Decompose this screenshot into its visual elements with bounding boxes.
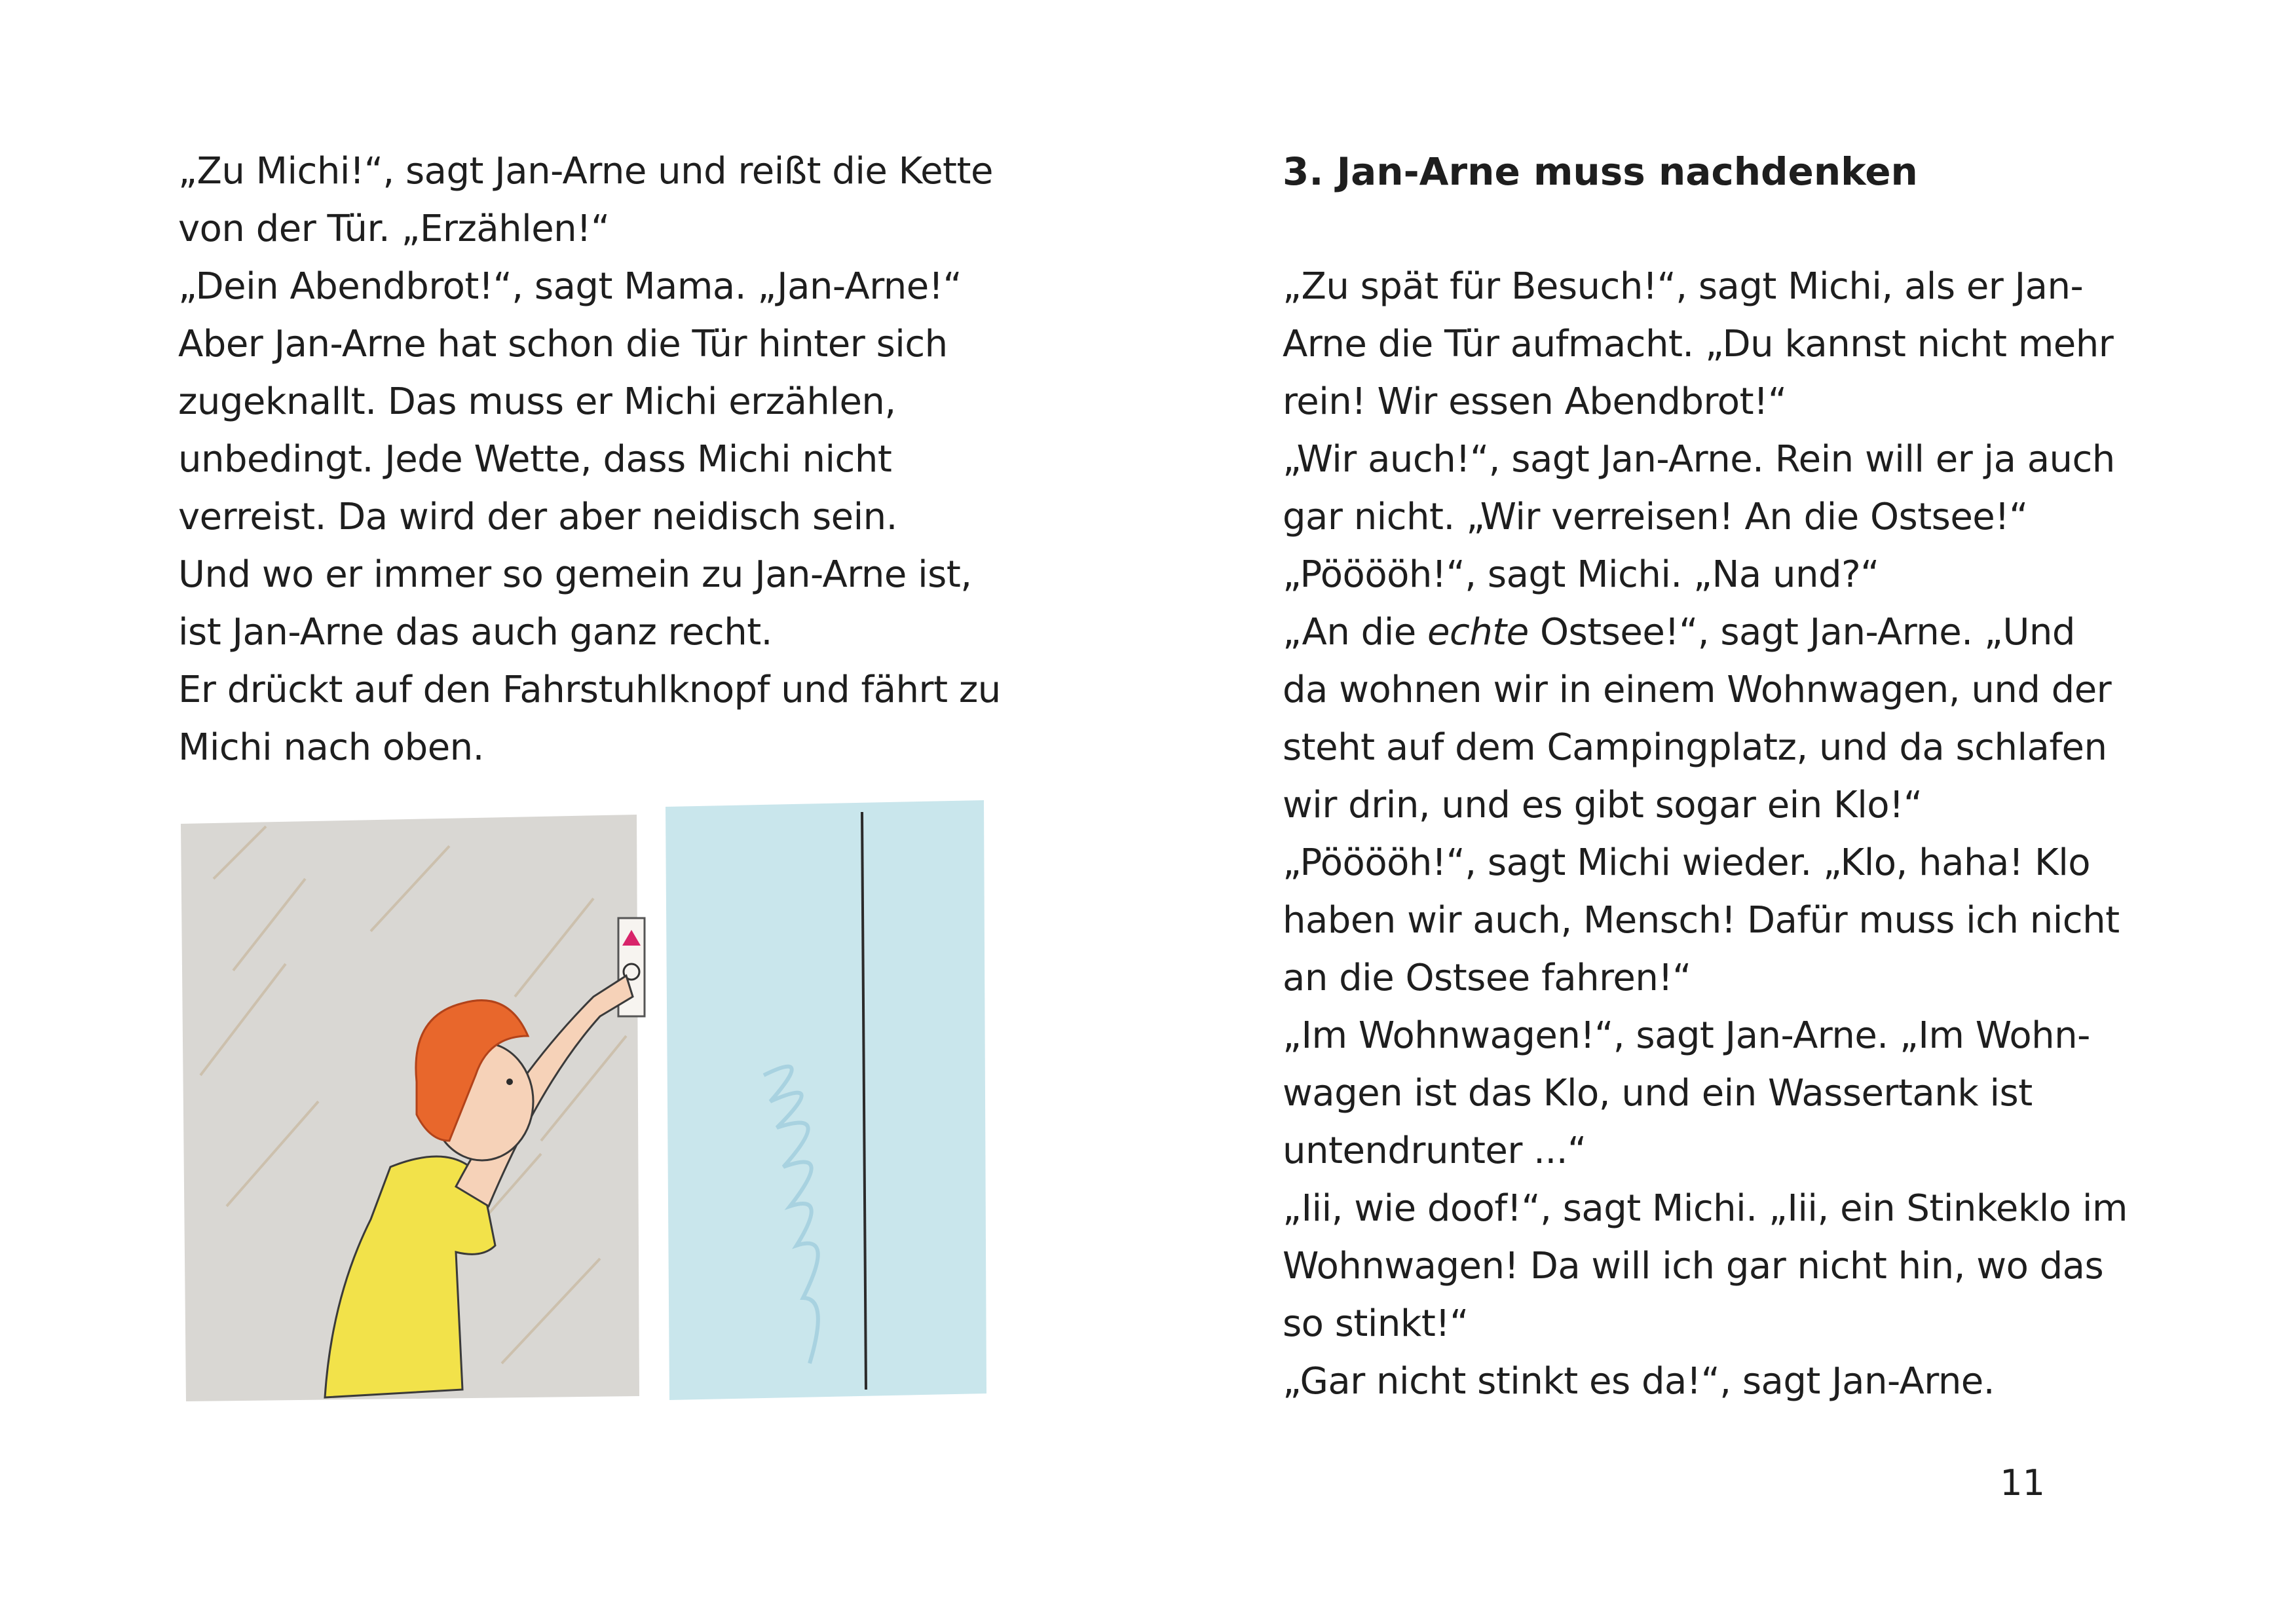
text-line: Michi nach oben.	[178, 726, 484, 769]
elevator-door	[666, 800, 986, 1400]
text-line: Und wo er immer so gemein zu Jan-Arne ist,	[178, 553, 972, 596]
text-line: „Zu spät für Besuch!“, sagt Michi, als er Jan-	[1283, 265, 2084, 308]
text-line: Er drückt auf den Fahrstuhlknopf und fährt zu	[178, 669, 1001, 711]
text-line: verreist. Da wird der aber neidisch sein.	[178, 496, 897, 538]
text-fragment: „An die	[1283, 611, 1428, 654]
chapter-title: 3. Jan-Arne muss nachdenken	[1283, 149, 1918, 194]
text-line: untendrunter ...“	[1283, 1130, 1586, 1172]
text-line: steht auf dem Campingplatz, und da schlafen	[1283, 726, 2107, 769]
text-line: „Pööööh!“, sagt Michi. „Na und?“	[1283, 553, 1879, 596]
text-line: „Gar nicht stinkt es da!“, sagt Jan-Arne.	[1283, 1360, 1995, 1403]
page-number: 11	[2000, 1462, 2045, 1504]
elevator-illustration	[174, 800, 990, 1408]
text-line: haben wir auch, Mensch! Dafür muss ich nicht	[1283, 899, 2120, 942]
text-line: Arne die Tür aufmacht. „Du kannst nicht mehr	[1283, 323, 2114, 365]
text-line: gar nicht. „Wir verreisen! An die Ostsee!“	[1283, 496, 2028, 538]
text-line: so stinkt!“	[1283, 1302, 1469, 1345]
text-line: an die Ostsee fahren!“	[1283, 957, 1691, 999]
text-line: „Zu Michi!“, sagt Jan-Arne und reißt die Kette	[178, 150, 993, 193]
text-line: rein! Wir essen Abendbrot!“	[1283, 380, 1787, 423]
text-line: ist Jan-Arne das auch ganz recht.	[178, 611, 772, 654]
left-page-text	[178, 143, 1056, 777]
text-line	[1283, 604, 2160, 661]
text-line: „Dein Abendbrot!“, sagt Mama. „Jan-Arne!“	[178, 265, 962, 308]
text-line: „Pööööh!“, sagt Michi wieder. „Klo, haha! Klo	[1283, 841, 2091, 884]
text-line: „Wir auch!“, sagt Jan-Arne. Rein will er ja auch	[1283, 438, 2115, 481]
text-line: zugeknallt. Das muss er Michi erzählen,	[178, 380, 896, 423]
text-line: Aber Jan-Arne hat schon die Tür hinter sich	[178, 323, 948, 365]
text-fragment: Ostsee!“, sagt Jan-Arne. „Und	[1528, 611, 2075, 654]
boy-eye	[506, 1079, 513, 1085]
right-page-text	[1283, 143, 2160, 1411]
italic-word: echte	[1427, 611, 1529, 654]
text-line: unbedingt. Jede Wette, dass Michi nicht	[178, 438, 892, 481]
text-line: „Im Wohnwagen!“, sagt Jan-Arne. „Im Wohn-	[1283, 1014, 2090, 1057]
text-line: da wohnen wir in einem Wohnwagen, und der	[1283, 669, 2112, 711]
text-line: von der Tür. „Erzählen!“	[178, 208, 610, 250]
text-line: Wohnwagen! Da will ich gar nicht hin, wo das	[1283, 1245, 2104, 1287]
text-line: wir drin, und es gibt sogar ein Klo!“	[1283, 784, 1923, 826]
text-line: wagen ist das Klo, und ein Wassertank ist	[1283, 1072, 2033, 1115]
text-line: „Iii, wie doof!“, sagt Michi. „Iii, ein Stinkeklo im	[1283, 1187, 2128, 1230]
